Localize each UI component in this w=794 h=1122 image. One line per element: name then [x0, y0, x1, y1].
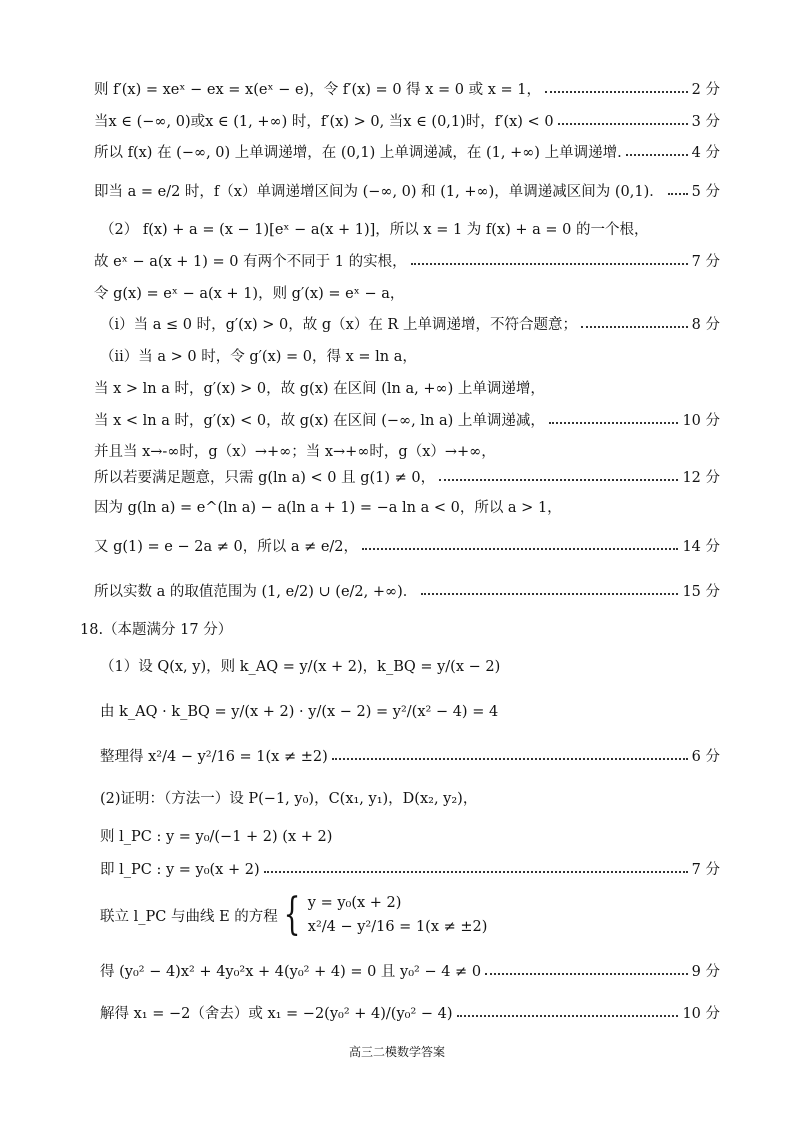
- solution-line-11: 当 x < ln a 时，g′(x) < 0，故 g(x) 在区间 (−∞, ln a) 上单调递减， 10 分: [94, 413, 720, 429]
- p18-line-1: （1）设 Q(x, y)，则 k_AQ = y/(x + 2)，k_BQ = y/(x − 2): [100, 659, 501, 675]
- p18-line-3: 整理得 x²/4 − y²/16 = 1(x ≠ ±2) 6 分: [100, 749, 720, 765]
- solution-line-6: 故 eˣ − a(x + 1) = 0 有两个不同于 1 的实根， 7 分: [94, 254, 720, 270]
- p18-line-8: 解得 x₁ = −2（舍去）或 x₁ = −2(y₀² + 4)/(y₀² − 4) 10 分: [100, 1006, 720, 1022]
- solution-line-14: 因为 g(ln a) = e^(ln a) − a(ln a + 1) = −a ln a < 0，所以 a > 1，: [94, 500, 562, 516]
- solution-line-5: （2） f(x) + a = (x − 1)[eˣ − a(x + 1)]，所以 x = 1 为 f(x) + a = 0 的一个根，: [100, 222, 649, 238]
- p18-line-6: 即 l_PC : y = y₀(x + 2) 7 分: [100, 862, 720, 878]
- solution-line-12: 并且当 x→-∞时，g（x）→+∞；当 x→+∞时，g（x）→+∞，: [94, 444, 496, 460]
- equation-system: y = y₀(x + 2) x²/4 − y²/16 = 1(x ≠ ±2): [307, 895, 488, 935]
- solution-line-9: （ii）当 a > 0 时，令 g′(x) = 0，得 x = ln a，: [100, 349, 417, 365]
- solution-line-2: 当x ∈ (−∞, 0)或x ∈ (1, +∞) 时，f′(x) > 0, 当x ∈ (0,1)时，f′(x) < 0 3 分: [94, 114, 720, 130]
- p18-system: 联立 l_PC 与曲线 E 的方程 { y = y₀(x + 2) x²/4 − y²/16 = 1(x ≠ ±2): [100, 889, 488, 940]
- solution-line-15: 又 g(1) = e − 2a ≠ 0，所以 a ≠ e/2， 14 分: [94, 539, 720, 555]
- solution-line-3: 所以 f(x) 在 (−∞, 0) 上单调递增，在 (0,1) 上单调递减，在 (1, +∞) 上单调递增. 4 分: [94, 145, 720, 161]
- page-footer: 高三二模数学答案: [348, 1045, 445, 1059]
- solution-line-10: 当 x > ln a 时，g′(x) > 0，故 g(x) 在区间 (ln a, +∞) 上单调递增，: [94, 381, 545, 397]
- left-brace-glyph: {: [283, 889, 301, 940]
- p18-line-5: 则 l_PC : y = y₀/(−1 + 2) (x + 2): [100, 829, 333, 845]
- p18-line-2: 由 k_AQ · k_BQ = y/(x + 2) · y/(x − 2) = y²/(x² − 4) = 4: [100, 704, 499, 720]
- solution-line-16: 所以实数 a 的取值范围为 (1, e/2) ∪ (e/2, +∞)． 15 分: [94, 584, 720, 600]
- p18-line-4: (2)证明：（方法一）设 P(−1, y₀)，C(x₁, y₁)，D(x₂, y₂)，: [100, 791, 478, 807]
- solution-line-8: （i）当 a ≤ 0 时，g′(x) > 0，故 g（x）在 R 上单调递增，不符合题意； 8 分: [100, 317, 720, 333]
- solution-line-1: 则 f′(x) = xeˣ − ex = x(eˣ − e)，令 f′(x) = 0 得 x = 0 或 x = 1， 2 分: [94, 82, 720, 98]
- solution-line-13: 所以若要满足题意，只需 g(ln a) < 0 且 g(1) ≠ 0， 12 分: [94, 470, 720, 486]
- p18-line-7: 得 (y₀² − 4)x² + 4y₀²x + 4(y₀² + 4) = 0 且 y₀² − 4 ≠ 0 9 分: [100, 964, 720, 980]
- problem-18-heading: 18.（本题满分 17 分）: [80, 622, 233, 638]
- solution-line-4: 即当 a = e/2 时，f（x）单调递增区间为 (−∞, 0) 和 (1, +∞)，单调递减区间为 (0,1)． 5 分: [94, 184, 720, 200]
- solution-line-7: 令 g(x) = eˣ − a(x + 1)，则 g′(x) = eˣ − a，: [94, 286, 405, 302]
